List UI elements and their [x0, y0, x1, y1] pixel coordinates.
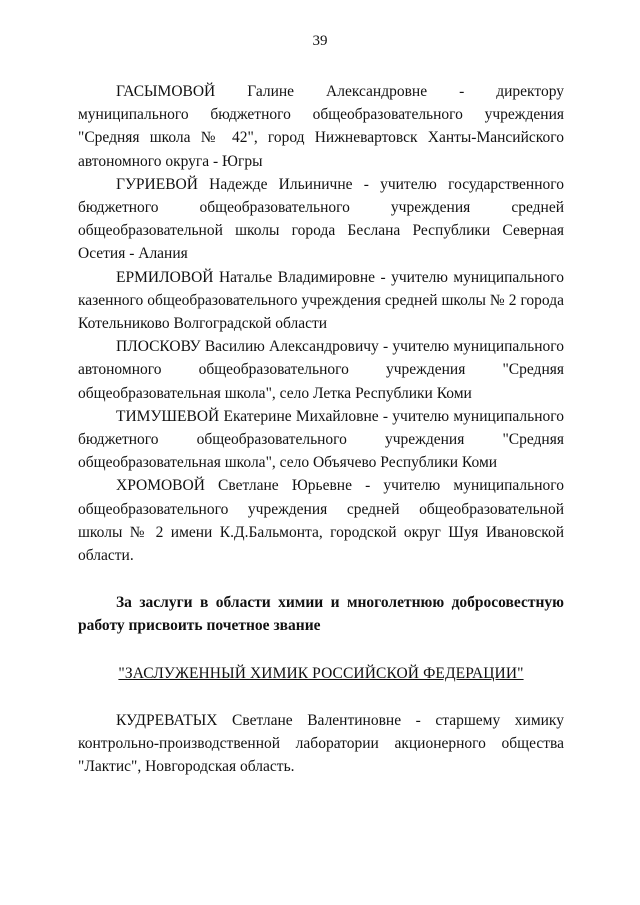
awardee-paragraph: ПЛОСКОВУ Василию Александровичу - учителю муниципального автономного общеобразовательного учреждения "Средняя общеобразовательная школа", село Летка Республики Коми	[78, 338, 564, 402]
awardee-paragraph: ХРОМОВОЙ Светлане Юрьевне - учителю муниципального общеобразовательного учреждения средней общеобразовательной школы № 2 имени К.Д.Бальмонта, городской округ Шуя Ивановской области.	[78, 477, 564, 565]
section-heading: За заслуги в области химии и многолетнюю добросовестную работу присвоить почетное звание	[78, 594, 564, 635]
awardee-paragraph: ЕРМИЛОВОЙ Наталье Владимировне - учителю муниципального казенного общеобразовательного учреждения средней школы № 2 города Котельниково Волгоградской области	[78, 268, 564, 333]
awardee-paragraph: ГАСЫМОВОЙ Галине Александровне - директору муниципального бюджетного общеобразовательного учреждения "Средняя школа № 42", город Нижневартовск Ханты-Мансийского автономного округа - Югры	[78, 83, 564, 170]
honorary-title: "ЗАСЛУЖЕННЫЙ ХИМИК РОССИЙСКОЙ ФЕДЕРАЦИИ"	[118, 664, 524, 682]
awardee-paragraph: ТИМУШЕВОЙ Екатерине Михайловне - учителю муниципального бюджетного общеобразовательного учреждения "Средняя общеобразовательная школа", село Объячево Республики Коми	[78, 407, 564, 472]
awardee-paragraph: ГУРИЕВОЙ Надежде Ильиничне - учителю государственного бюджетного общеобразовательного учреждения средней общеобразовательной школы города Беслана Республики Северная Осетия - Алания	[78, 175, 564, 263]
document-body	[78, 80, 564, 778]
awardee-paragraph: КУДРЕВАТЫХ Светлане Валентиновне - старшему химику контрольно-производственной лаборатории акционерного общества "Лактис", Новгородская область.	[78, 711, 564, 776]
page-number: 39	[312, 33, 328, 49]
